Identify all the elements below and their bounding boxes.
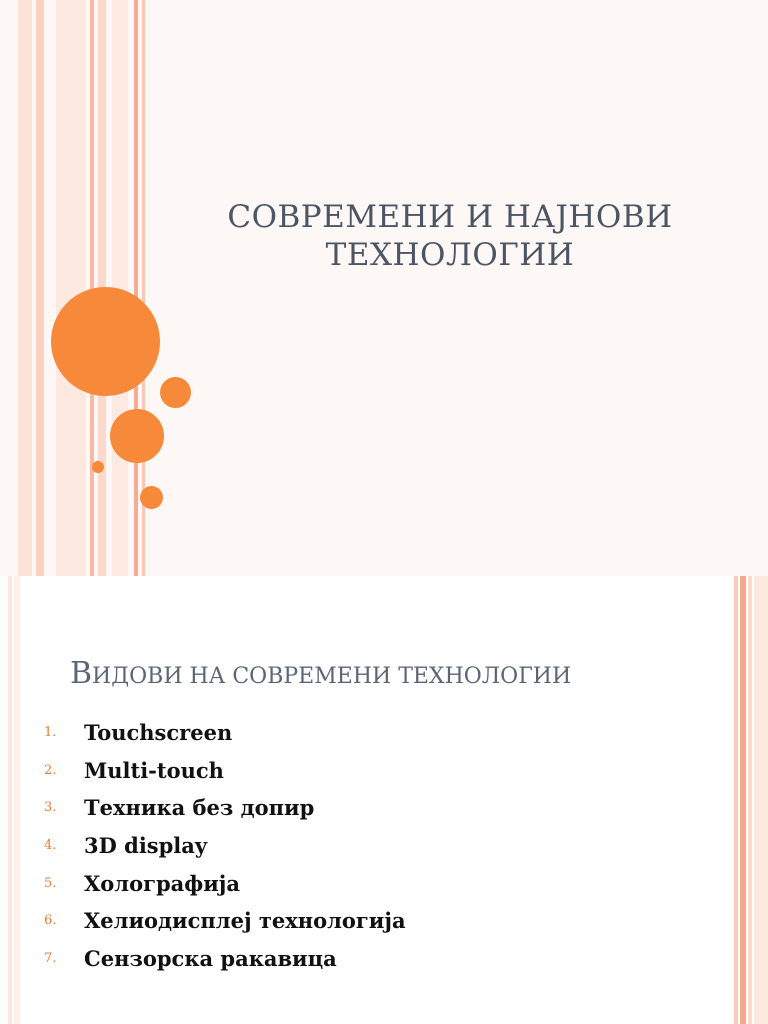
stripe (740, 576, 746, 1024)
stripe (56, 0, 86, 576)
decorative-stripes (0, 0, 160, 576)
technology-list (44, 714, 406, 977)
list-item (44, 789, 406, 827)
stripe (134, 0, 138, 576)
list-item-text: 3D display (84, 833, 208, 859)
small-orange-circle (160, 377, 191, 408)
list-item (44, 714, 406, 752)
heading-initial: В (70, 656, 93, 691)
list-item (44, 752, 406, 790)
list-item (44, 902, 406, 940)
stripe (36, 0, 44, 576)
stripe (734, 576, 738, 1024)
list-number: 1. (44, 725, 57, 741)
small-orange-circle (140, 486, 163, 509)
list-item-text: Touchscreen (84, 720, 233, 746)
stripe (8, 576, 12, 1024)
slide-heading (70, 656, 571, 695)
list-item-text: Холографија (84, 870, 240, 896)
title-line: ТЕХНОЛОГИИ (325, 237, 575, 273)
list-item-text: Сензорска ракавица (84, 945, 337, 971)
content-slide (0, 576, 768, 1024)
tiny-orange-circle (92, 461, 104, 473)
stripe (754, 576, 768, 1024)
list-item (44, 940, 406, 978)
medium-orange-circle (110, 409, 164, 463)
list-item-text: Multi-touch (84, 757, 224, 783)
large-orange-circle (51, 287, 160, 396)
list-number: 3. (44, 800, 57, 816)
list-number: 4. (44, 838, 57, 854)
list-number: 5. (44, 875, 57, 891)
title-line: СОВРЕМЕНИ И НАЈНОВИ (227, 199, 673, 235)
slide-title (190, 198, 710, 274)
stripe (18, 0, 32, 576)
list-item (44, 864, 406, 902)
list-number: 7. (44, 950, 57, 966)
heading-text: ИДОВИ НА СОВРЕМЕНИ ТЕХНОЛОГИИ (92, 664, 572, 689)
stripe (748, 576, 752, 1024)
list-number: 2. (44, 762, 57, 778)
list-item-text: Техника без допир (84, 795, 315, 821)
stripe (14, 576, 20, 1024)
list-number: 6. (44, 913, 57, 929)
list-item-text: Хелиодисплеј технологија (84, 908, 406, 934)
list-item (44, 827, 406, 865)
